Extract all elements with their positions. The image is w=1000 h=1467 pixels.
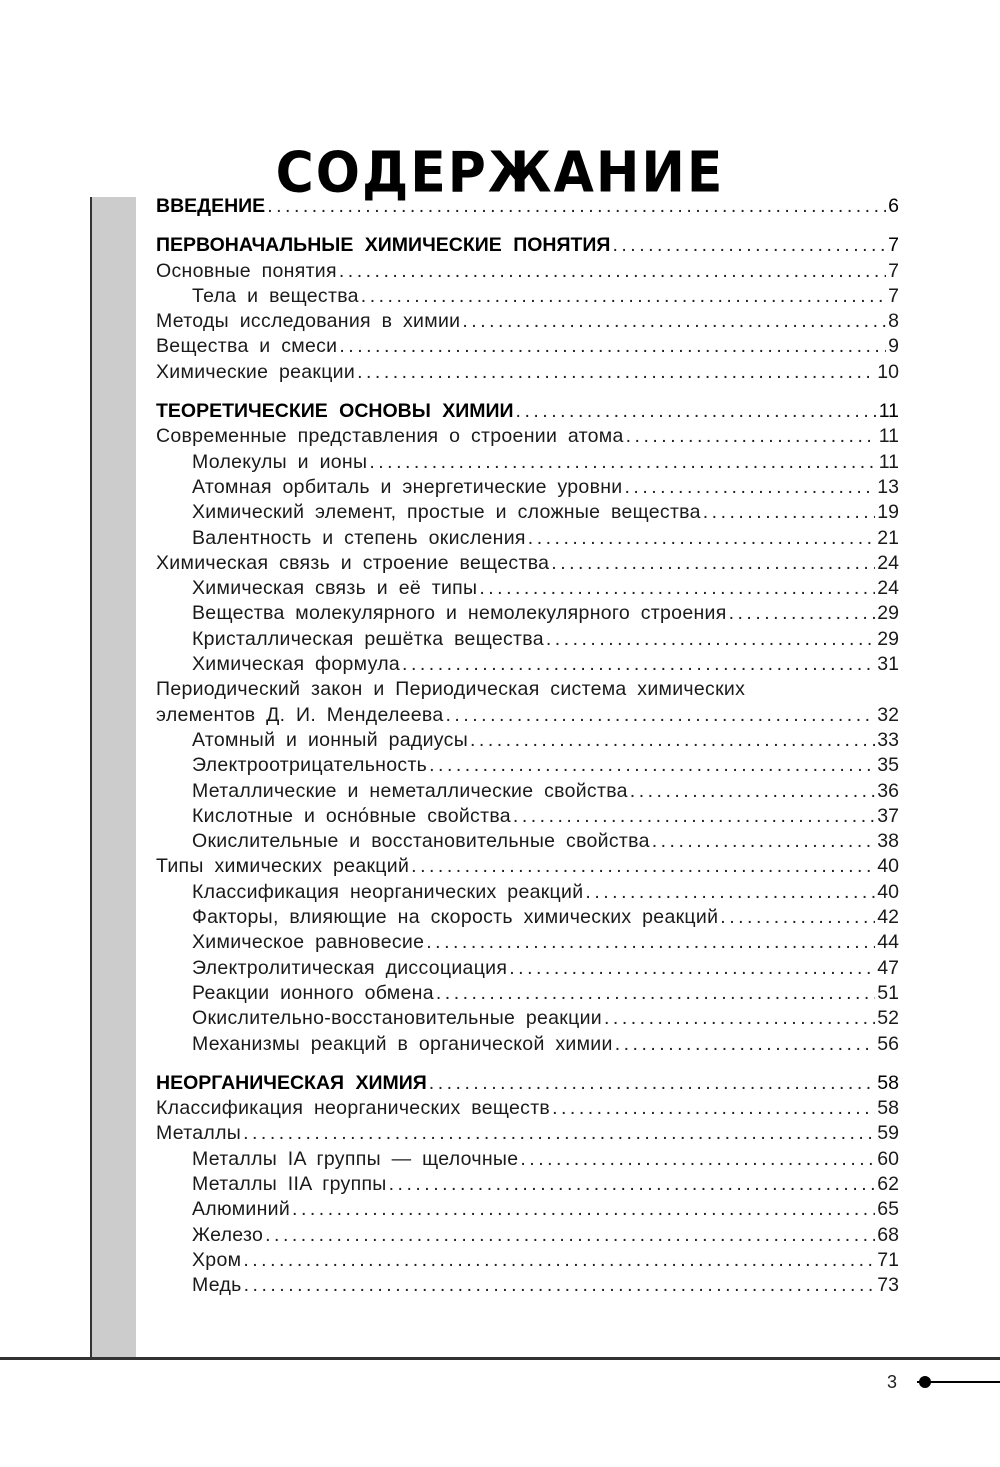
dot-leader [479, 576, 875, 601]
toc-entry-title: Химическая связь и её типы [192, 577, 478, 600]
toc-entry-page: 44 [877, 931, 899, 954]
toc-entry-page: 24 [877, 551, 899, 574]
dot-leader [729, 601, 876, 626]
toc-entry-title: Химическая формула [192, 653, 401, 676]
page-marker-dot [919, 1376, 931, 1388]
toc-entry-title: Механизмы реакций в органической химии [192, 1032, 613, 1055]
toc-entry-page: 19 [877, 501, 899, 524]
toc-entry[interactable] [156, 880, 899, 905]
toc-entry[interactable] [156, 981, 899, 1006]
dot-leader [630, 779, 876, 804]
dot-leader [509, 956, 875, 981]
dot-leader [361, 284, 886, 309]
toc-entry[interactable] [156, 1121, 899, 1146]
toc-entry[interactable] [156, 1248, 899, 1273]
toc-entry[interactable] [156, 905, 899, 930]
dot-leader [462, 309, 886, 334]
toc-entry-title: Вещества и смеси [156, 335, 338, 358]
toc-entry[interactable] [156, 779, 899, 804]
dot-leader [546, 627, 875, 652]
toc-entry-page: 38 [877, 830, 899, 853]
dot-leader [429, 753, 875, 778]
toc-entry[interactable] [156, 829, 899, 854]
toc-entry-title: ТЕОРЕТИЧЕСКИЕ ОСНОВЫ ХИМИИ [156, 400, 514, 423]
toc-entry-page: 33 [877, 728, 899, 751]
dot-leader [426, 930, 875, 955]
dot-leader [369, 450, 876, 475]
toc-entry-title: Кристаллическая решётка вещества [192, 627, 544, 650]
page-number: 3 [887, 1372, 898, 1392]
dot-leader [552, 1096, 875, 1121]
dot-leader [339, 334, 886, 359]
margin-bar [90, 197, 136, 1359]
toc-entry-page: 11 [878, 425, 899, 448]
toc-entry-page: 59 [877, 1122, 899, 1145]
toc-section[interactable] [156, 233, 899, 258]
toc-entry-page: 32 [877, 703, 899, 726]
dot-leader [389, 1172, 876, 1197]
toc-entry-page: 36 [877, 779, 899, 802]
dot-leader [243, 1121, 875, 1146]
dot-leader [265, 1223, 875, 1248]
toc-entry[interactable] [156, 601, 899, 626]
dot-leader [357, 360, 875, 385]
toc-entry[interactable] [156, 930, 899, 955]
toc-entry-page: 7 [888, 234, 899, 257]
toc-entry-title: Классификация неорганических веществ [156, 1097, 551, 1120]
toc-entry-title: Атомная орбиталь и энергетические уровни [192, 475, 623, 498]
dot-leader [612, 233, 886, 258]
toc-entry-page: 29 [877, 602, 899, 625]
toc-entry-page: 73 [877, 1274, 899, 1297]
toc-entry-page: 31 [877, 653, 899, 676]
toc-entry-title: Кислотные и осно́вные свойства [192, 804, 511, 827]
dot-leader [513, 804, 875, 829]
toc-entry[interactable] [156, 956, 899, 981]
toc-entry[interactable] [156, 450, 899, 475]
toc-entry-page: 29 [877, 627, 899, 650]
toc-section[interactable] [156, 1071, 899, 1096]
toc-entry-title: Электролитическая диссоциация [192, 956, 508, 979]
toc-entry-title: Окислительные и восстановительные свойства [192, 830, 650, 853]
toc-entry-page: 40 [877, 855, 899, 878]
toc-section[interactable] [156, 194, 899, 219]
toc-entry-page: 11 [878, 450, 899, 473]
toc-entry-page: 7 [888, 284, 899, 307]
dot-leader [520, 1147, 875, 1172]
toc-entry-title: Химический элемент, простые и сложные вещества [192, 501, 701, 524]
toc-entry[interactable] [156, 526, 899, 551]
toc-entry-page: 42 [877, 906, 899, 929]
toc-entry-title: НЕОРГАНИЧЕСКАЯ ХИМИЯ [156, 1071, 427, 1094]
dot-leader [585, 880, 875, 905]
toc-entry[interactable] [156, 334, 899, 359]
toc-entry[interactable] [156, 424, 899, 449]
dot-leader [516, 399, 877, 424]
dot-leader [720, 905, 875, 930]
toc-entry-page: 21 [877, 526, 899, 549]
toc-entry-page: 35 [877, 754, 899, 777]
toc-entry[interactable] [156, 804, 899, 829]
toc-entry[interactable] [156, 703, 899, 728]
toc-section[interactable] [156, 399, 899, 424]
dot-leader [626, 424, 877, 449]
toc-entry-title: Молекулы и ионы [192, 450, 368, 473]
dot-leader [411, 854, 875, 879]
toc-entry-title: Типы химических реакций [156, 855, 410, 878]
footer-rule [0, 1357, 1000, 1360]
dot-leader [625, 475, 876, 500]
toc-entry[interactable] [156, 551, 899, 576]
toc-entry-title: Металлы [156, 1122, 242, 1145]
toc-entry-title: Факторы, влияющие на скорость химических реакций [192, 906, 719, 929]
toc-entry-page: 37 [877, 804, 899, 827]
dot-leader [429, 1071, 876, 1096]
toc-entry[interactable] [156, 652, 899, 677]
toc-entry-title: Методы исследования в химии [156, 310, 461, 333]
toc-entry-page: 58 [877, 1097, 899, 1120]
toc-entry[interactable] [156, 627, 899, 652]
dot-leader [703, 500, 876, 525]
toc-entry-page: 62 [877, 1172, 899, 1195]
toc-entry-page: 58 [877, 1071, 899, 1094]
toc-entry-page: 56 [877, 1032, 899, 1055]
toc-entry-title: Химическое равновесие [192, 931, 425, 954]
toc-entry-title: Тела и вещества [192, 284, 359, 307]
dot-leader [652, 829, 876, 854]
dot-leader [292, 1197, 875, 1222]
toc-entry[interactable] [156, 1172, 899, 1197]
toc-entry-title: Металлы IA группы — щелочные [192, 1147, 519, 1170]
toc-entry-title: Химическая связь и строение вещества [156, 551, 550, 574]
toc-entry-title: ВВЕДЕНИЕ [156, 195, 266, 217]
toc-entry[interactable] [156, 1197, 899, 1222]
toc-entry-page: 24 [877, 577, 899, 600]
toc-entry-page: 65 [877, 1198, 899, 1221]
dot-leader [267, 194, 886, 219]
toc-entry-title: Классификация неорганических реакций [192, 880, 584, 903]
toc-entry[interactable] [156, 360, 899, 385]
toc-entry-title: Железо [192, 1223, 264, 1246]
dot-leader [446, 703, 876, 728]
page-marker-icon [917, 1376, 1000, 1388]
toc-entry-page: 13 [877, 475, 899, 498]
toc-entry-title: Алюминий [192, 1198, 291, 1221]
toc-entry-page: 51 [877, 981, 899, 1004]
toc-entry-title: Валентность и степень окисления [192, 526, 526, 549]
toc-entry-title: ПЕРВОНАЧАЛЬНЫЕ ХИМИЧЕСКИЕ ПОНЯТИЯ [156, 234, 611, 257]
toc-entry[interactable] [156, 475, 899, 500]
toc-entry-page: 7 [888, 259, 899, 282]
dot-leader [402, 652, 875, 677]
toc-entry[interactable] [156, 1032, 899, 1057]
toc-entry-page: 6 [888, 195, 899, 217]
toc-entry[interactable] [156, 284, 899, 309]
dot-leader [604, 1006, 875, 1031]
dot-leader [615, 1032, 876, 1057]
toc-entry[interactable] [156, 1096, 899, 1121]
toc-entry-title: Электроотрицательность [192, 754, 428, 777]
toc-entry[interactable] [156, 1223, 899, 1248]
toc-entry-title: Вещества молекулярного и немолекулярного строения [192, 602, 727, 625]
toc-entry-page: 9 [888, 335, 899, 358]
toc-entry[interactable] [156, 309, 899, 334]
toc-entry-title: Окислительно-восстановительные реакции [192, 1007, 602, 1030]
toc-entry[interactable] [156, 259, 899, 284]
toc-entry-title: элементов Д. И. Менделеева [156, 703, 444, 726]
toc-entry-title: Металлические и неметаллические свойства [192, 779, 628, 802]
toc-entry-title: Современные представления о строении атома [156, 425, 624, 448]
toc-entry-page: 11 [878, 400, 899, 423]
toc-entry[interactable] [156, 1006, 899, 1031]
dot-leader [244, 1273, 876, 1298]
toc-entry-title: Химические реакции [156, 360, 356, 383]
dot-leader [528, 526, 876, 551]
toc-entry-page: 60 [877, 1147, 899, 1170]
toc-entry[interactable] [156, 1273, 899, 1298]
toc-entry-page: 71 [877, 1248, 899, 1271]
toc-entry-title: Реакции ионного обмена [192, 981, 434, 1004]
toc-entry-title: Металлы IIA группы [192, 1172, 387, 1195]
toc-entry-title: Атомный и ионный радиусы [192, 728, 469, 751]
dot-leader [436, 981, 875, 1006]
toc-entry[interactable] [156, 753, 899, 778]
toc-entry-title: Медь [192, 1274, 242, 1297]
toc-entry-title: Основные понятия [156, 259, 337, 282]
dot-leader [243, 1248, 875, 1273]
page-title: СОДЕРЖАНИЕ [275, 140, 725, 206]
toc-entry-page: 8 [888, 310, 899, 333]
toc-entry-page: 52 [877, 1007, 899, 1030]
table-of-contents [156, 194, 899, 1298]
toc-entry[interactable] [156, 576, 899, 601]
dot-leader [470, 728, 875, 753]
toc-entry[interactable] [156, 728, 899, 753]
toc-entry[interactable] [156, 500, 899, 525]
toc-entry-page: 68 [877, 1223, 899, 1246]
dot-leader [339, 259, 886, 284]
toc-entry-title: Периодический закон и Периодическая система химических [156, 678, 746, 701]
dot-leader [551, 551, 875, 576]
toc-entry-page: 40 [877, 880, 899, 903]
toc-entry-title: Хром [192, 1248, 242, 1271]
toc-entry[interactable] [156, 854, 899, 879]
toc-entry[interactable] [156, 677, 899, 702]
toc-entry-page: 10 [877, 360, 899, 383]
toc-entry-page: 47 [877, 956, 899, 979]
toc-entry[interactable] [156, 1147, 899, 1172]
